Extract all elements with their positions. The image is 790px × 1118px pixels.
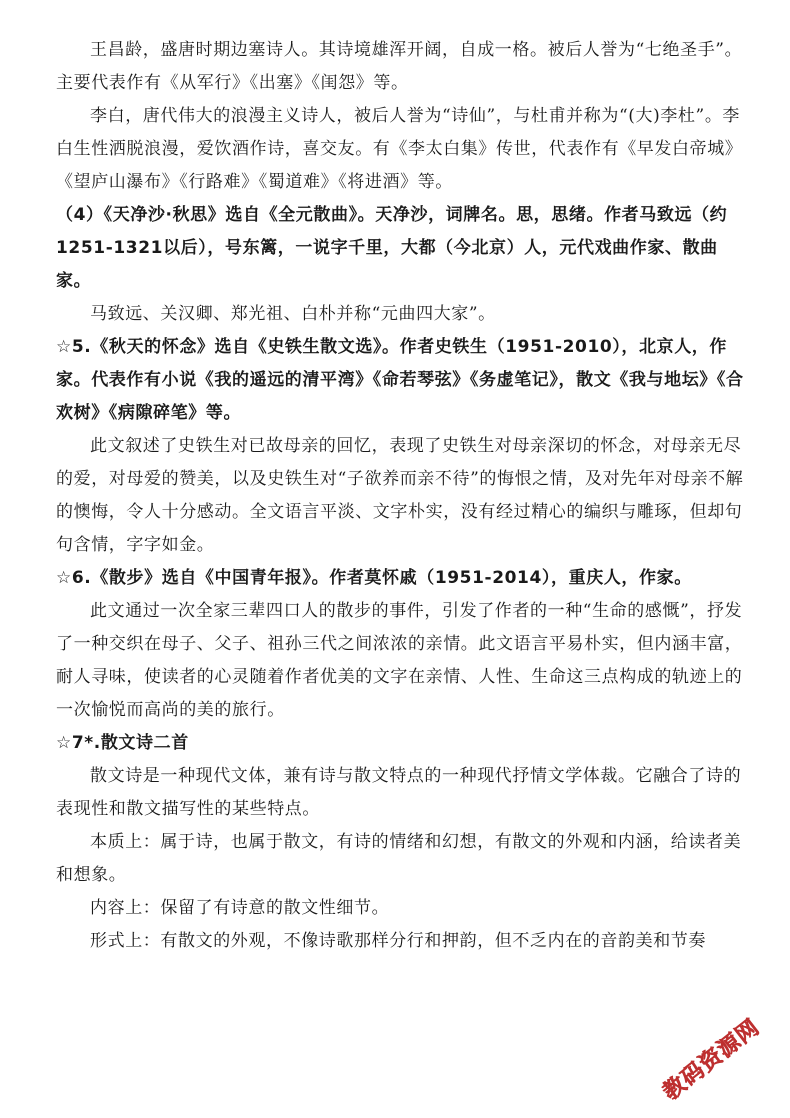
- paragraph-sanwenshi-definition: 散文诗是一种现代文体，兼有诗与散文特点的一种现代抒情文学体裁。它融合了诗的表现性和散文描写性的某些特点。: [56, 766, 742, 819]
- heading-sanbu: ☆6.《散步》选自《中国青年报》。作者莫怀戚（1951-2014），重庆人，作家。: [56, 568, 692, 588]
- heading-qiutian-de-huainian: ☆5.《秋天的怀念》选自《史铁生散文选》。作者史铁生（1951-2010），北京人，作家。代表作有小说《我的遥远的清平湾》《命若琴弦》《务虚笔记》，散文《我与地坛》《合欢树》《病隙碎笔》等。: [56, 337, 744, 423]
- paragraph-li-bai: 李白，唐代伟大的浪漫主义诗人，被后人誉为“诗仙”，与杜甫并称为“(大)李杜”。李白生性洒脱浪漫，爱饮酒作诗，喜交友。有《李太白集》传世，代表作有《早发白帝城》《望庐山瀑布》《行路难》《蜀道难》《将进酒》等。: [56, 106, 743, 192]
- paragraph-wang-changling: 王昌龄，盛唐时期边塞诗人。其诗境雄浑开阔，自成一格。被后人誉为“七绝圣手”。主要代表作有《从军行》《出塞》《闺怨》等。: [56, 40, 743, 93]
- paragraph-sanbu-summary: 此文通过一次全家三辈四口人的散步的事件，引发了作者的一种“生命的感慨”，抒发了一种交织在母子、父子、祖孙三代之间浓浓的亲情。此文语言平易朴实，但内涵丰富，耐人寻味，使读者的心灵随着作者优美的文字在亲情、人性、生命这三点构成的轨迹上的一次愉悦而高尚的美的旅行。: [56, 601, 743, 720]
- watermark-stamp: 教码资源网: [658, 1014, 765, 1106]
- paragraph-benzhi: 本质上：属于诗，也属于散文，有诗的情绪和幻想，有散文的外观和内涵，给读者美和想象。: [56, 832, 742, 885]
- heading-sanwenshi-ershou: ☆7*.散文诗二首: [56, 733, 189, 753]
- paragraph-neirong: 内容上：保留了有诗意的散文性细节。: [90, 898, 390, 918]
- heading-tianjingsha-qiusi: （4）《天净沙·秋思》选自《全元散曲》。天净沙，词牌名。思，思绪。作者马致远（约1251-1321以后），号东篱，一说字千里，大都（今北京）人，元代戏曲作家、散曲家。: [56, 205, 728, 291]
- paragraph-yuanqu-sidajia: 马致远、关汉卿、郑光祖、白朴并称“元曲四大家”。: [90, 304, 496, 324]
- paragraph-qiutian-summary: 此文叙述了史铁生对已故母亲的回忆，表现了史铁生对母亲深切的怀念，对母亲无尽的爱，对母爱的赞美，以及史铁生对“子欲养而亲不待”的悔恨之情，及对先年对母亲不解的懊悔，令人十分感动。全文语言平淡、文字朴实，没有经过精心的编织与雕琢，但却句句含情，字字如金。: [56, 436, 744, 555]
- paragraph-xingshi: 形式上：有散文的外观，不像诗歌那样分行和押韵，但不乏内在的音韵美和节奏: [90, 931, 706, 951]
- document-body: [56, 34, 746, 958]
